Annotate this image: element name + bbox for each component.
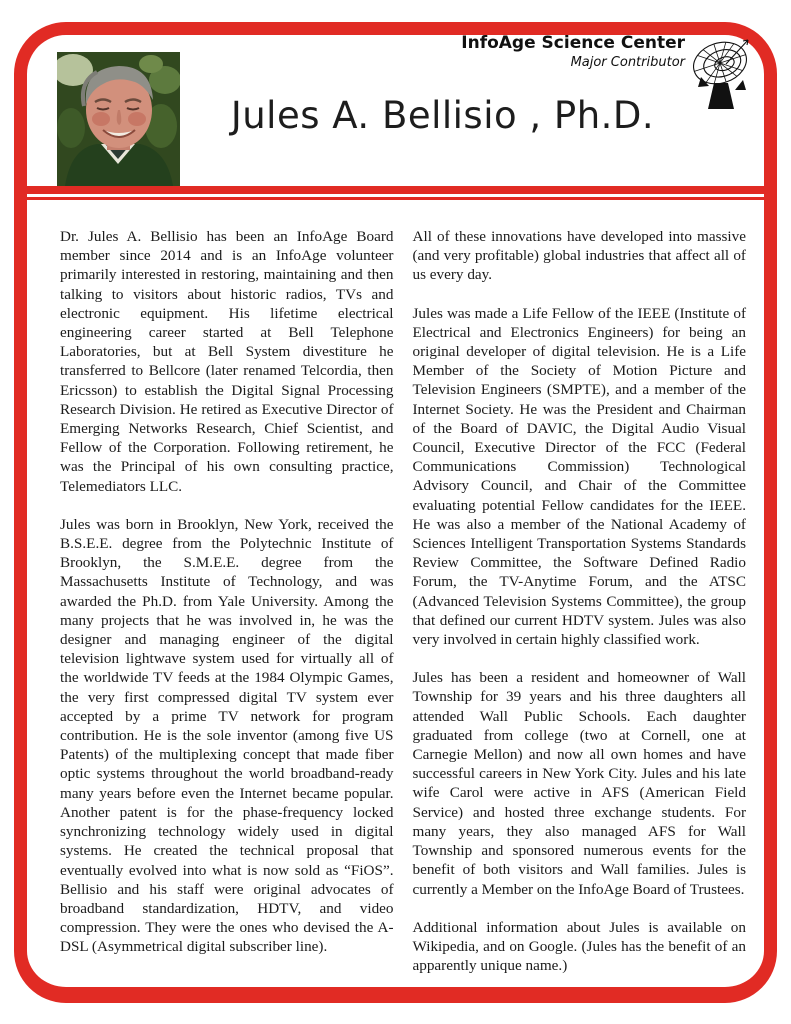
org-tagline: Major Contributor [570,54,685,70]
bio-paragraph: Jules was made a Life Fellow of the IEEE (Institute of Electrical and Electronics Engineers) for being an original developer of digital television. He is a Life Member of the Society of Motion Picture and Television Engineers (SMPTE), and a member of the Internet Society. He was the President and Chairman of the Board of DAVIC, the Digital Audio Visual Council, Executive Director of the FCC (Federal Communications Commission) Technological Advisory Council, and Chair of the Committee evaluating potential Fellow candidates for the IEEE. He was also a member of the National Academy of Sciences Intelligent Transportation Systems Standards Review Committee, the Software Defined Radio Forum, the TV-Anytime Forum, and the ATSC (Advanced Television Systems Committee), the group that defined our current HDTV system. Jules was also very involved in certain highly classified work. [412,304,746,649]
org-name: InfoAge Science Center [461,33,685,53]
bio-paragraph: Additional information about Jules is available on Wikipedia, and on Google. (Jules has the benefit of an apparently unique name.) [412,918,746,975]
bio-paragraph: Dr. Jules A. Bellisio has been an InfoAge Board member since 2014 and is an InfoAge volunteer primarily interested in restoring, maintaining and then talking to visitors about historic radios, TVs and electronic equipment. His lifetime electrical engineering career started at Bell Telephone Laboratories, but at Bell System divestiture he transferred to Bellcore (later renamed Telcordia, then Ericsson) to establish the Digital Signal Processing Research Division. He retired as Executive Director of Emerging Networks Research, Chief Scientist, and Fellow of the Corporation. Following retirement, he was the Principal of his own consulting practice, Telemediators LLC. [60,228,394,495]
left-column [60,227,394,994]
radio-telescope-icon [688,37,754,115]
header-divider-thick [14,186,777,194]
bio-paragraph: Jules has been a resident and homeowner of Wall Township for 39 years and his three daughters all attended Wall Public Schools. Each daughter graduated from college (two at Cornell, one at Carnegie Mellon) and now all own homes and have successful careers in New York City. Jules and his late wife Carol were active in AFS (American Field Service) and hosted three exchange students. For many years, they also managed AFS for Wall Township and sponsored numerous events for the benefit of both visitors and Wall families. Jules is currently a Member on the InfoAge Board of Trustees. [412,669,746,898]
biography-body [60,227,746,994]
right-column [413,227,747,994]
bio-paragraph: Jules was born in Brooklyn, New York, received the B.S.E.E. degree from the Polytechnic Institute of Brooklyn, the S.M.E.E. degree from the Massachusetts Institute of Technology, and was awarded the Ph.D. from Yale University. Among the many projects that he was involved in, he was the designer and managing engineer of the digital television lightwave system used for virtually all of the worldwide TV feeds at the 1984 Olympic Games, the very first compressed digital TV system ever accepted by a prime TV network for program contribution. He is the sole inventor (among five US Patents) of the multiplexing concept that made fiber optic systems throughout the world broadband-ready many years before even the Internet became popular. Another patent is for the phase-frequency locked synchronizing technology widely used in digital systems. He created the technical proposal that eventually evolved into what is now sold as “FiOS”. Bellisio and his staff were original advocates of broadband standardization, HDTV, and video compression. They were the ones who devised the A-DSL (Asymmetrical digital subscriber line). [60,515,394,956]
page-title: Jules A. Bellisio , Ph.D. [230,94,655,137]
header-divider-thin [14,197,777,200]
portrait-photo [57,52,180,186]
org-block [461,34,685,70]
bio-paragraph: All of these innovations have developed into massive (and very profitable) global industries that affect all of us every day. [412,228,746,284]
